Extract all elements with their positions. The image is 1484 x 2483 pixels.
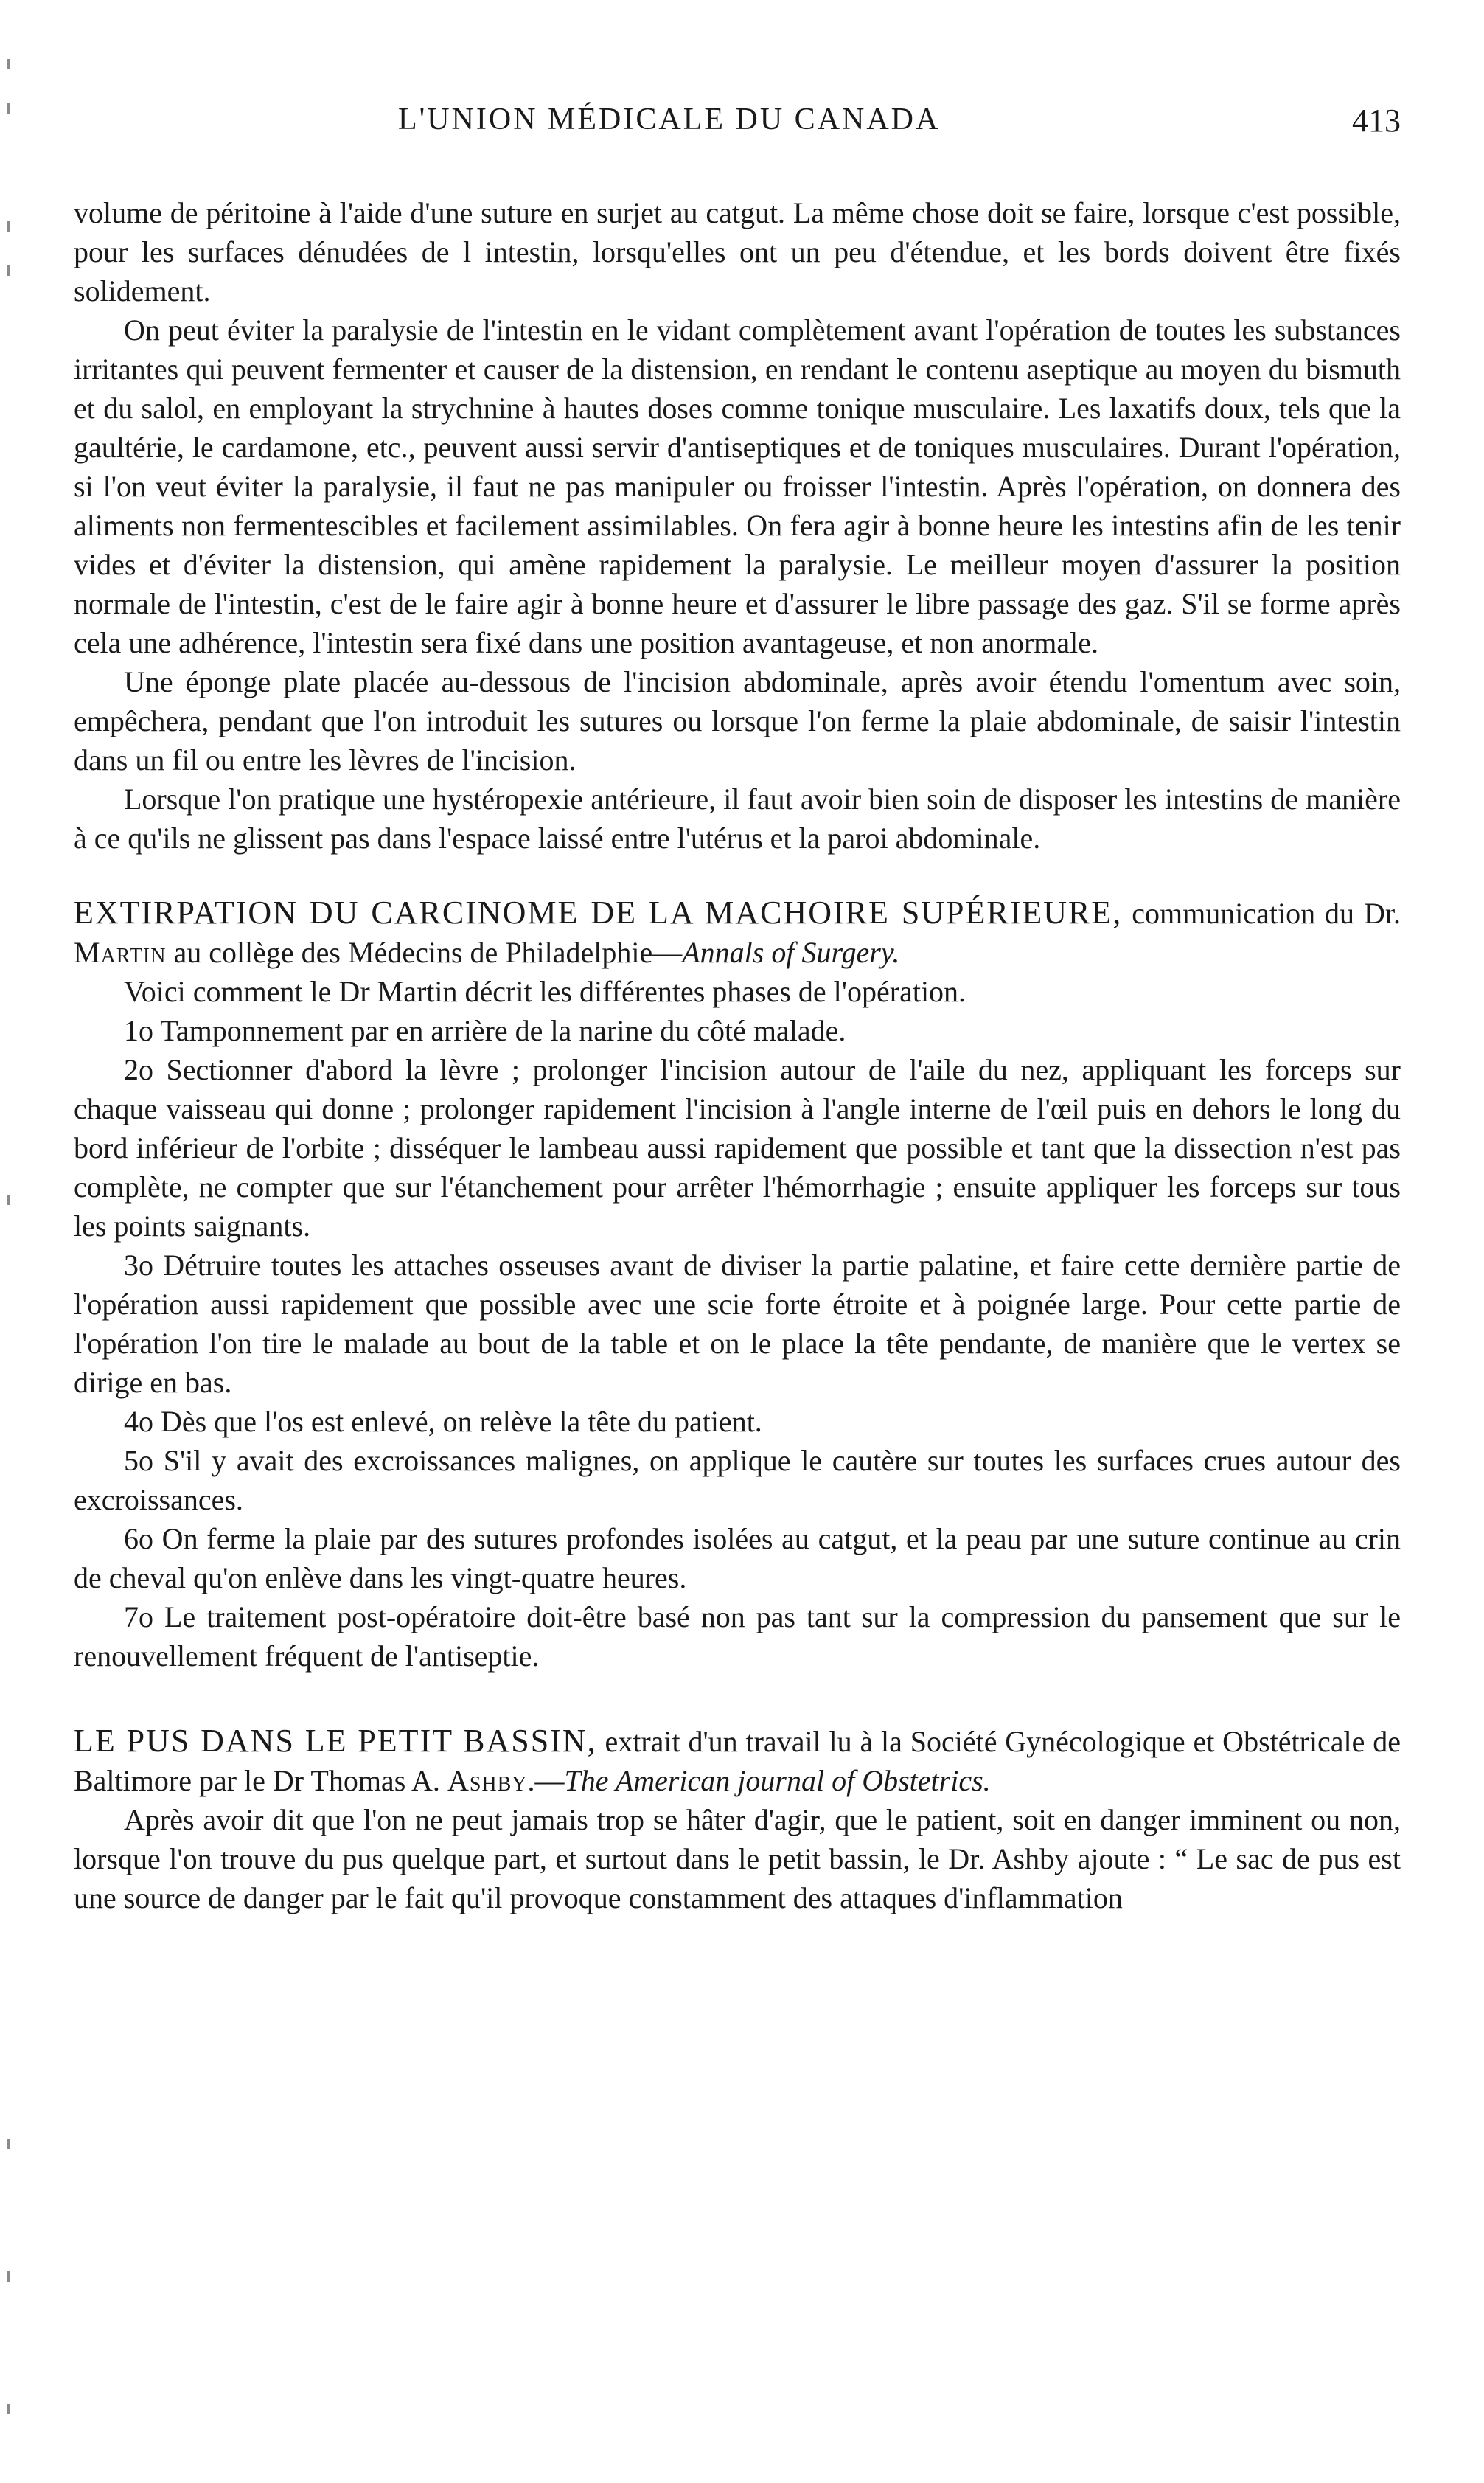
margin-mark bbox=[7, 2404, 10, 2414]
section-byline-post: .— bbox=[527, 1764, 565, 1797]
procedure-step: 6o On ferme la plaie par des sutures profondes isolées au catgut, et la peau par une suture continue au crin de cheval qu'on enlève dans les vingt-quatre heures. bbox=[74, 1522, 1401, 1594]
margin-mark bbox=[7, 221, 10, 232]
running-title: L'UNION MÉDICALE DU CANADA bbox=[398, 103, 941, 136]
procedure-step: 1o Tamponnement par en arrière de la narine du côté malade. bbox=[124, 1014, 846, 1047]
section-paragraph: Après avoir dit que l'on ne peut jamais trop se hâter d'agir, que le patient, soit en danger imminent ou non, lorsque l'on trouve du pus quelque part, et surtout dans le petit bassin, le Dr. Ashby ajoute : “ Le sac de pus est une source de danger par le fait qu'il provoque constamment des attaques d'inflammation bbox=[74, 1803, 1401, 1914]
section-gap bbox=[74, 858, 1401, 893]
article-body bbox=[74, 193, 1401, 1917]
intro-paragraph: Une éponge plate placée au-dessous de l'incision abdominale, après avoir étendu l'omentum avec soin, empêchera, pendant que l'on introduit les sutures ou lorsque l'on ferme la plaie abdominale, de saisir l'intestin dans un fil ou entre les lèvres de l'incision. bbox=[74, 665, 1401, 777]
procedure-step: 3o Détruire toutes les attaches osseuses avant de diviser la partie palatine, et faire cette dernière partie de l'opération aussi rapidement que possible avec une scie forte étroite et à poignée large. Pour cette partie de l'opération l'on tire le malade au bout de la table et on le place la tête pendante, de manière que le vertex se dirige en bas. bbox=[74, 1249, 1401, 1399]
section-gap bbox=[74, 1675, 1401, 1721]
journal-name: The American journal of Obstetrics. bbox=[564, 1764, 991, 1797]
intro-paragraph-continued: volume de péritoine à l'aide d'une suture en surjet au catgut. La même chose doit se faire, lorsque c'est possible, pour les surfaces dénudées de l intestin, lorsqu'elles ont un peu d'étendue, et les bords doivent être fixés solidement. bbox=[74, 196, 1401, 308]
section-byline-post: au collège des Médecins de Philadelphie— bbox=[173, 936, 683, 969]
margin-mark bbox=[7, 265, 10, 276]
margin-mark bbox=[7, 59, 10, 69]
intro-paragraph: Lorsque l'on pratique une hystéropexie antérieure, il faut avoir bien soin de disposer les intestins de manière à ce qu'ils ne glissent pas dans l'espace laissé entre l'utérus et la paroi abdominale. bbox=[74, 782, 1401, 855]
journal-name: Annals of Surgery. bbox=[682, 936, 900, 969]
page-number: 413 bbox=[1352, 103, 1401, 139]
margin-mark bbox=[7, 1195, 10, 1205]
margin-mark bbox=[7, 2139, 10, 2149]
intro-paragraph: On peut éviter la paralysie de l'intestin en le vidant complètement avant l'opération de toutes les substances irritantes qui peuvent fermenter et causer de la distension, en rendant le contenu aseptique au moyen du bismuth et du salol, en employant la strychnine à hautes doses comme tonique musculaire. Les laxatifs doux, tels que la gaultérie, le cardamone, etc., peuvent aussi servir d'antiseptiques et de toniques musculaires. Durant l'opération, si l'on veut éviter la paralysie, il faut ne pas manipuler ou froisser l'intestin. Après l'opération, on donnera des aliments non fermentescibles et facilement assimilables. On fera agir à bonne heure les intestins afin de les tenir vides et d'éviter la distension, qui amène rapidement la paralysie. Le meilleur moyen d'assurer la position normale de l'intestin, c'est de le faire agir à bonne heure et d'assurer le libre passage des gaz. S'il se forme après cela une adhérence, l'intestin sera fixé dans une position avantageuse, et non anormale. bbox=[74, 313, 1401, 659]
section-byline-pre: extrait d'un travail lu à la Société Gynécologique et Obstétricale de Baltimore par le Dr Thomas A. bbox=[74, 1725, 1401, 1797]
margin-mark bbox=[7, 2271, 10, 2282]
procedure-step: 2o Sectionner d'abord la lèvre ; prolonger l'incision autour de l'aile du nez, appliquant les forceps sur chaque vaisseau qui donne ; prolonger rapidement l'incision à l'angle interne de l'œil puis en dehors le long du bord inférieur de l'orbite ; disséquer le lambeau aussi rapidement que possible et tant que la dissection n'est pas complète, ne compter que sur l'étanchement pour arrêter l'hémorrhagie ; ensuite appliquer les forceps sur tous les points saignants. bbox=[74, 1053, 1401, 1243]
procedure-step: 7o Le traitement post-opératoire doit-être basé non pas tant sur la compression du pansement que sur le renouvellement fréquent de l'antiseptie. bbox=[74, 1600, 1401, 1673]
procedure-step: 5o S'il y avait des excroissances malignes, on applique le cautère sur toutes les surfaces crues autour des excroissances. bbox=[74, 1444, 1401, 1516]
procedure-step: 4o Dès que l'os est enlevé, on relève la tête du patient. bbox=[124, 1405, 762, 1438]
page-header bbox=[74, 102, 1401, 146]
section-byline-pre: communication du Dr. bbox=[1132, 897, 1401, 930]
margin-mark bbox=[7, 103, 10, 114]
author-name: Ashby bbox=[447, 1764, 528, 1797]
section-title: EXTIRPATION DU CARCINOME DE LA MACHOIRE SUPÉRIEURE, bbox=[74, 895, 1123, 931]
section-title: LE PUS DANS LE PETIT BASSIN, bbox=[74, 1723, 597, 1759]
section-heading-pus bbox=[74, 1721, 1401, 1800]
section-heading-carcinome bbox=[74, 893, 1401, 972]
margin-marks bbox=[3, 0, 18, 2483]
section-intro: Voici comment le Dr Martin décrit les différentes phases de l'opération. bbox=[124, 975, 966, 1008]
author-name: Martin bbox=[74, 936, 167, 969]
